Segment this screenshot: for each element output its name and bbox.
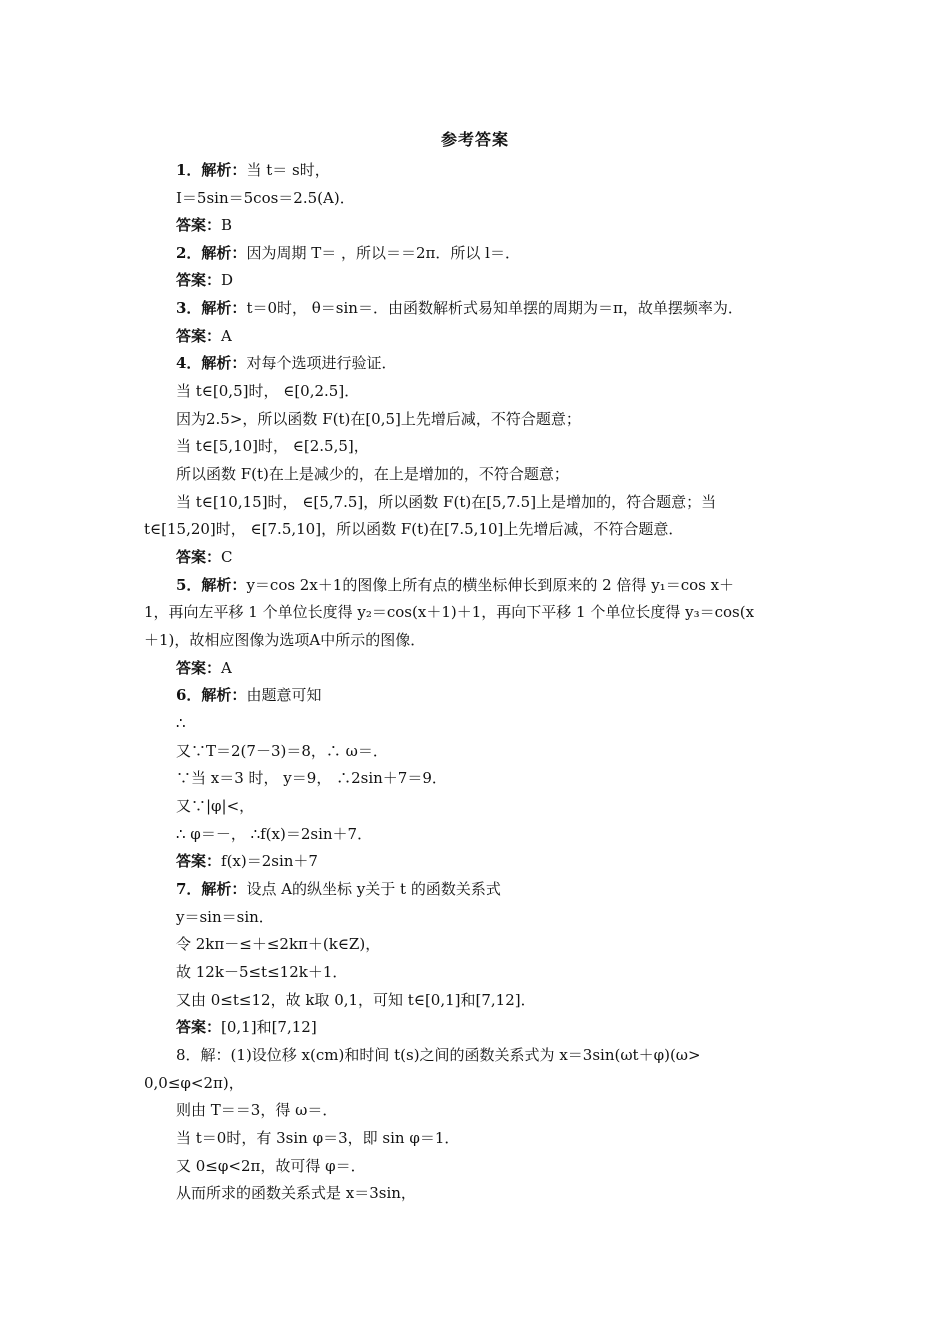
answer-line-label: 6．解析： — [176, 686, 247, 704]
answer-line-label: 答案： — [176, 659, 222, 677]
answer-line — [144, 519, 683, 539]
answer-line — [176, 353, 396, 373]
answer-line — [176, 381, 359, 401]
answer-line-text: 从而所求的函数关系式是 x＝3sin， — [176, 1184, 416, 1202]
answer-line — [176, 492, 716, 512]
answer-line — [176, 934, 380, 954]
answer-line — [176, 1183, 416, 1203]
answer-line — [144, 630, 425, 650]
answer-line-label: 2．解析： — [176, 244, 247, 262]
answer-line — [176, 851, 318, 871]
answer-line-label: 3．解析： — [176, 299, 247, 317]
answer-line-text: ∵当 x＝3 时， y＝9， ∴2sin＋7＝9． — [176, 769, 447, 787]
answer-line-text: 当 t∈[5,10]时， ∈[2.5,5]， — [176, 437, 369, 455]
answer-line-text: 0,0≤φ<2π)， — [144, 1074, 244, 1092]
answer-line — [176, 1045, 701, 1065]
answer-line-label: 答案： — [176, 548, 222, 566]
answer-line-label: 4．解析： — [176, 354, 247, 372]
answer-line-text: 因为2.5>，所以函数 F(t)在[0,5]上先增后减，不符合题意； — [176, 410, 581, 428]
page-title: 参考答案 — [440, 130, 509, 149]
answer-line-text: y＝sin＝sin． — [176, 908, 274, 926]
answer-line — [176, 243, 520, 263]
answer-line-text: [0,1]和[7,12] — [221, 1018, 317, 1036]
answer-line-text: 由题意可知 — [246, 686, 322, 704]
answer-line-text: 因为周期 T＝ ，所以＝＝2π．所以 l＝． — [246, 244, 520, 262]
answer-line — [176, 270, 233, 290]
answer-line-text: 当 t＝0时，有 3sin φ＝3，即 sin φ＝1． — [176, 1129, 460, 1147]
answer-line-text: 当 t∈[10,15]时， ∈[5,7.5]，所以函数 F(t)在[5,7.5]上是增加的，符合题意；当 — [176, 493, 717, 511]
answer-line-text: 又 0≤φ<2π，故可得 φ＝． — [176, 1157, 366, 1175]
answer-line — [176, 575, 734, 595]
answer-line-label: 答案： — [176, 271, 222, 289]
answer-line — [144, 1073, 244, 1093]
answer-line-label: 答案： — [176, 327, 222, 345]
answer-line — [176, 713, 186, 733]
answer-line-text: 设点 A的纵坐标 y关于 t 的函数关系式 — [246, 880, 501, 898]
answer-line-text: A — [221, 659, 232, 677]
answer-line-text: 则由 T＝＝3，得 ω＝． — [176, 1101, 338, 1119]
answer-line — [176, 326, 232, 346]
answer-line-text: A — [221, 327, 232, 345]
answer-line-text: 又∵T＝2(7－3)＝8，∴ ω＝． — [176, 742, 388, 760]
answer-line-label: 答案： — [176, 852, 222, 870]
answer-line-label: 7．解析： — [176, 880, 247, 898]
answer-line — [176, 879, 501, 899]
answer-line — [176, 990, 536, 1010]
answer-line — [176, 1128, 459, 1148]
answer-line — [176, 298, 743, 318]
answer-line — [176, 215, 232, 235]
answer-line — [176, 464, 569, 484]
answer-line-text: 当 t＝ s时， — [246, 161, 330, 179]
answer-line — [176, 962, 347, 982]
answer-line-text: B — [221, 216, 233, 234]
answer-line-text: t∈[15,20]时， ∈[7.5,10]，所以函数 F(t)在[7.5,10]上先增后减，不符合题意． — [144, 520, 684, 538]
answer-line — [176, 824, 372, 844]
answer-line — [176, 1017, 317, 1037]
answer-line-text: y＝cos 2x＋1的图像上所有点的横坐标伸长到原来的 2 倍得 y₁＝cos x＋ — [246, 576, 735, 594]
answer-line-text: 8．解：(1)设位移 x(cm)和时间 t(s)之间的函数关系式为 x＝3sin(ωt＋φ)(ω> — [176, 1046, 701, 1064]
answer-line-label: 答案： — [176, 1018, 222, 1036]
answer-line — [176, 1100, 337, 1120]
answer-line-text: 对每个选项进行验证． — [246, 354, 397, 372]
answer-line-label: 答案： — [176, 216, 222, 234]
answer-line — [176, 160, 330, 180]
answer-line — [176, 547, 233, 567]
answer-line — [176, 796, 254, 816]
answer-line-text: ∴ φ＝－， ∴f(x)＝2sin＋7． — [176, 825, 373, 843]
answer-line — [176, 741, 388, 761]
answer-line — [176, 409, 581, 429]
answer-line-text: 当 t∈[0,5]时， ∈[0,2.5]． — [176, 382, 360, 400]
answer-line — [176, 907, 274, 927]
answer-line — [176, 436, 369, 456]
answer-line-text: C — [221, 548, 233, 566]
answer-line-text: 故 12k－5≤t≤12k＋1． — [176, 963, 348, 981]
answer-line-text: I＝5sin＝5cos＝2.5(A)． — [176, 189, 355, 207]
answer-line-text: t＝0时， θ＝sin＝．由函数解析式易知单摆的周期为＝π，故单摆频率为． — [246, 299, 743, 317]
answer-line-label: 5．解析： — [176, 576, 247, 594]
answer-line-label: 1．解析： — [176, 161, 247, 179]
answer-line-text: 又∵|φ|<， — [176, 797, 255, 815]
answer-line-text: 又由 0≤t≤12，故 k取 0,1，可知 t∈[0,1]和[7,12]． — [176, 991, 536, 1009]
answer-line — [176, 188, 355, 208]
answer-line-text: f(x)＝2sin＋7 — [221, 852, 318, 870]
answer-line — [176, 1156, 366, 1176]
answer-line — [176, 658, 232, 678]
answer-line-text: D — [221, 271, 234, 289]
answer-line — [144, 602, 754, 622]
answer-line-text: ＋1)，故相应图像为选项A中所示的图像． — [144, 631, 426, 649]
answer-line — [176, 768, 447, 788]
answer-line-text: 所以函数 F(t)在上是减少的，在上是增加的，不符合题意； — [176, 465, 569, 483]
answer-line-text: ∴ — [176, 714, 186, 732]
answer-line-text: 1，再向左平移 1 个单位长度得 y₂＝cos(x＋1)＋1，再向下平移 1 个单位长度得 y₃＝cos(x — [144, 603, 755, 621]
answer-line-text: 令 2kπ－≤＋≤2kπ＋(k∈Z)， — [176, 935, 381, 953]
answer-line — [176, 685, 321, 705]
